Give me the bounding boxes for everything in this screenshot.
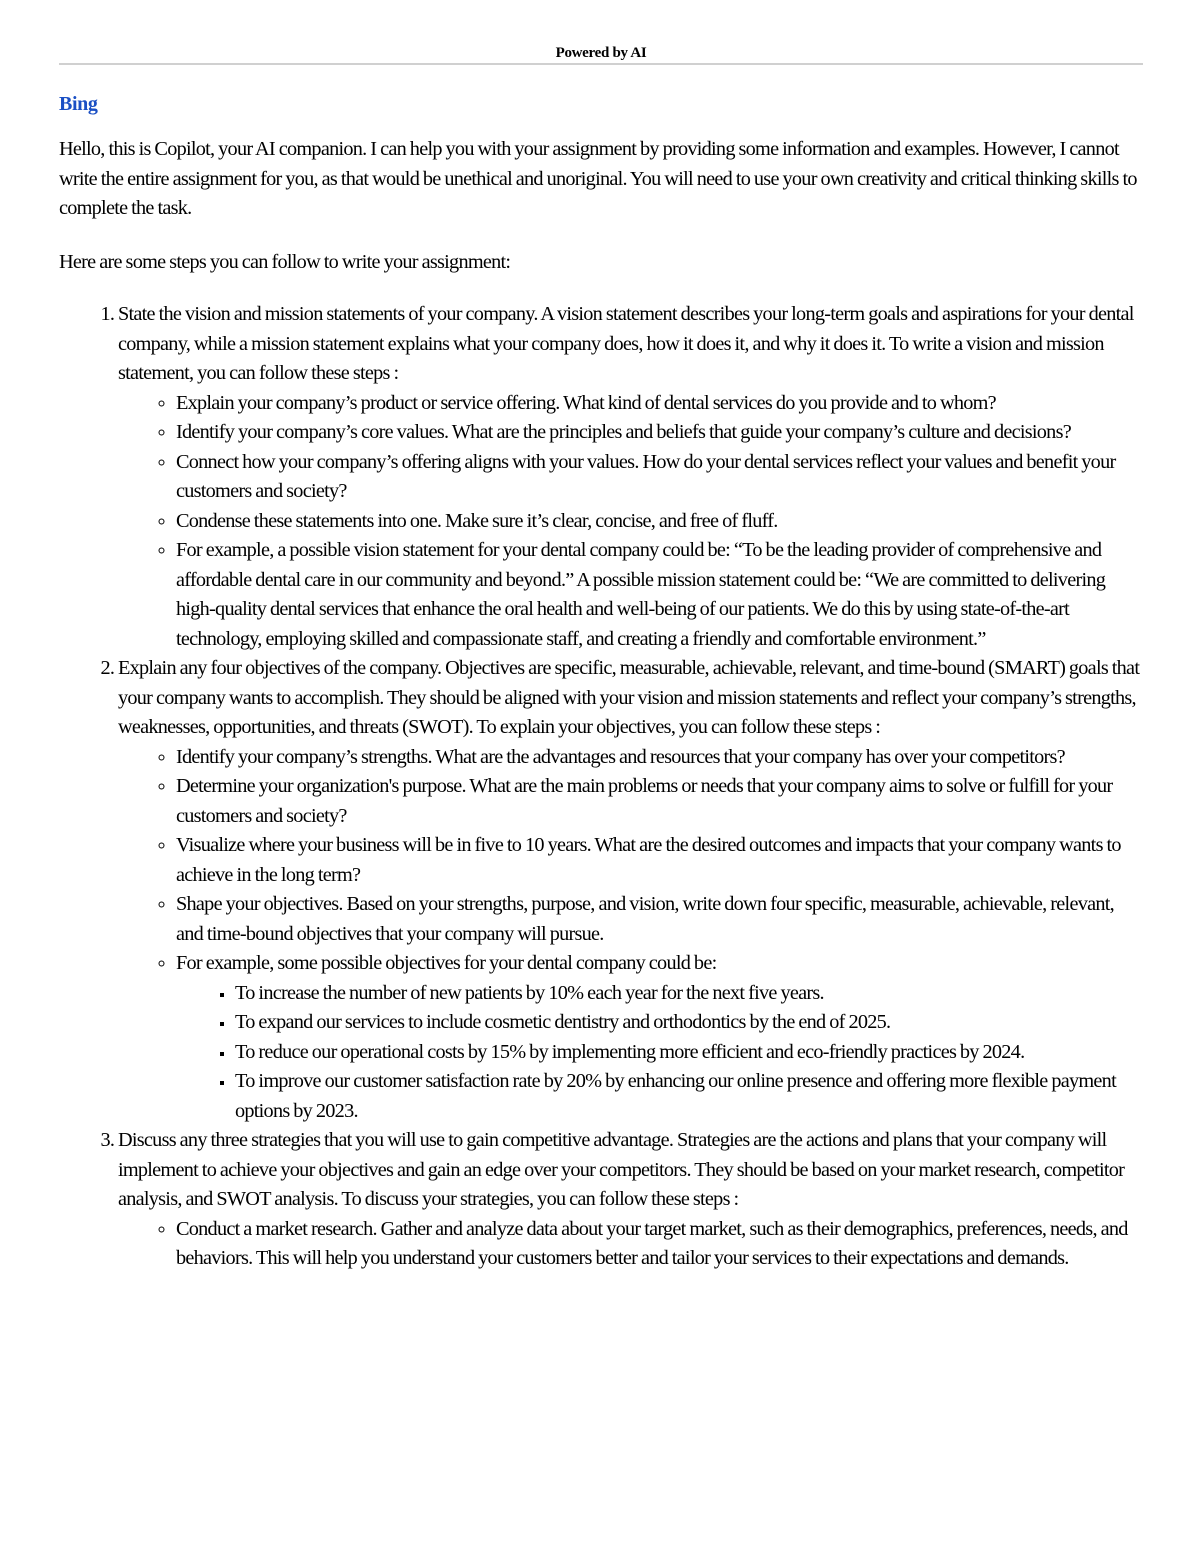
sub-item: ◦ Visualize where your business will be in five to 10 years. What are the desired outcomes and impacts that your company wants to achieve in the long term? [176,831,1143,890]
sub-item: ◦ Determine your organization's purpose. What are the main problems or needs that your company aims to solve or fulfill for your customers and society? [176,772,1143,831]
step-text: Explain any four objectives of the company. Objectives are specific, measurable, achievable, relevant, and time-bound (SMART) goals that your company wants to accomplish. They should be aligned with your vision and mission statements and reflect your company’s strengths, weaknesses, opportunities, and threats (SWOT). To explain your objectives, you can follow these steps : [118,657,1140,738]
step-item [118,300,1143,654]
sub-item-text: For example, some possible objectives for your dental company could be: [176,952,717,974]
step-sublist [118,1215,1143,1274]
steps-list [59,300,1143,1274]
lead-paragraph: Here are some steps you can follow to write your assignment: [59,250,511,273]
step-item [118,654,1143,1126]
step-sublist [118,389,1143,655]
sub-item: ◦ Explain your company’s product or service offering. What kind of dental services do you provide and to whom? [176,389,1143,419]
header-divider [59,63,1143,65]
intro-paragraph: Hello, this is Copilot, your AI companion. I can help you with your assignment by providing some information and examples. However, I cannot write the entire assignment for you, as that would be unethical and unoriginal. You will need to use your own creativity and critical thinking skills to complete the task. [59,138,1137,219]
example-objective: ▪ To reduce our operational costs by 15% by implementing more efficient and eco-friendly practices by 2024. [235,1038,1143,1068]
example-objective: ▪ To increase the number of new patients by 10% each year for the next five years. [235,979,1143,1009]
page-header: Powered by AI [555,45,647,61]
sub-item: ◦ For example, a possible vision statement for your dental company could be: “To be the leading provider of comprehensive and affordable dental care in our community and beyond.” A possible mission statement could be: “We are committed to delivering high-quality dental services that enhance the oral health and well-being of our patients. We do this by using state-of-the-art technology, employing skilled and compassionate staff, and creating a friendly and comfortable environment.” [176,536,1143,654]
source-label: Bing [59,93,98,115]
step-text: State the vision and mission statements of your company. A vision statement describes your long-term goals and aspirations for your dental company, while a mission statement explains what your company does, how it does it, and why it does it. To write a vision and mission statement, you can follow these steps : [118,303,1134,384]
sub-item: ◦ Identify your company’s core values. What are the principles and beliefs that guide your company’s culture and decisions? [176,418,1143,448]
example-objective: ▪ To expand our services to include cosmetic dentistry and orthodontics by the end of 2025. [235,1008,1143,1038]
sub-item [176,949,1143,1126]
objectives-examples-list [176,979,1143,1127]
step-text: Discuss any three strategies that you will use to gain competitive advantage. Strategies are the actions and plans that your company will implement to achieve your objectives and gain an edge over your competitors. They should be based on your market research, competitor analysis, and SWOT analysis. To discuss your strategies, you can follow these steps : [118,1129,1125,1210]
response-body [59,135,1143,1274]
step-item [118,1126,1143,1274]
step-sublist [118,743,1143,1127]
sub-item: ◦ Conduct a market research. Gather and analyze data about your target market, such as their demographics, preferences, needs, and behaviors. This will help you understand your customers better and tailor your services to their expectations and demands. [176,1215,1143,1274]
sub-item: ◦ Condense these statements into one. Make sure it’s clear, concise, and free of fluff. [176,507,1143,537]
sub-item: ◦ Connect how your company’s offering aligns with your values. How do your dental services reflect your values and benefit your customers and society? [176,448,1143,507]
sub-item: ◦ Shape your objectives. Based on your strengths, purpose, and vision, write down four specific, measurable, achievable, relevant, and time-bound objectives that your company will pursue. [176,890,1143,949]
sub-item: ◦ Identify your company’s strengths. What are the advantages and resources that your company has over your competitors? [176,743,1143,773]
example-objective: ▪ To improve our customer satisfaction rate by 20% by enhancing our online presence and offering more flexible payment options by 2023. [235,1067,1143,1126]
